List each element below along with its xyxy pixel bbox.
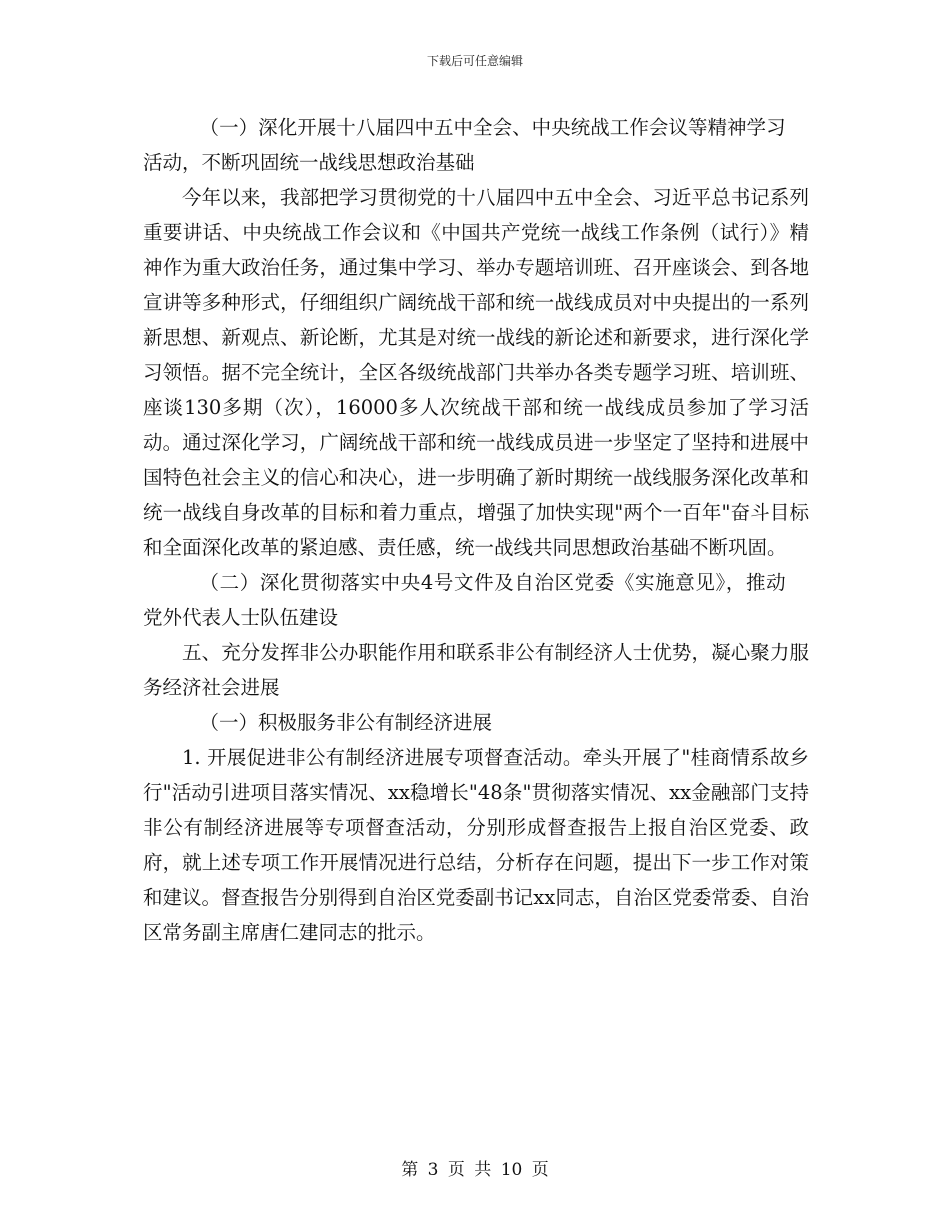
section-heading-1: （一）深化开展十八届四中五中全会、中央统战工作会议等精神学习活动，不断巩固统一战线思想政治基础	[143, 116, 786, 174]
body-paragraph-2: 1. 开展促进非公有制经济进展专项督查活动。牵头开展了"桂商情系故乡行"活动引进项目落实情况、xx稳增长"48条"贯彻落实情况、xx金融部门支持非公有制经济进展等专项督查活动，分别形成督查报告上报自治区党委、政府，就上述专项工作开展情况进行总结，分析存在问题，提出下一步工作对策和建议。督查报告分别得到自治区党委副书记xx同志，自治区党委常委、自治区常务副主席唐仁建同志的批示。	[143, 746, 809, 944]
document-body	[143, 110, 809, 950]
section-heading-2: （二）深化贯彻落实中央4号文件及自治区党委《实施意见》，推动党外代表人士队伍建设	[143, 571, 786, 629]
section-heading-4: （一）积极服务非公有制经济进展	[199, 711, 493, 734]
page-number-footer: 第 3 页 共 10 页	[401, 1160, 549, 1180]
section-heading-3: 五、充分发挥非公办职能作用和联系非公有制经济人士优势，凝心聚力服务经济社会进展	[143, 641, 809, 699]
body-paragraph-1: 今年以来，我部把学习贯彻党的十八届四中五中全会、习近平总书记系列重要讲话、中央统战工作会议和《中国共产党统一战线工作条例（试行）》精神作为重大政治任务，通过集中学习、举办专题培训班、召开座谈会、到各地宣讲等多种形式，仔细组织广阔统战干部和统一战线成员对中央提出的一系列新思想、新观点、新论断，尤其是对统一战线的新论述和新要求，进行深化学习领悟。据不完全统计，全区各级统战部门共举办各类专题学习班、培训班、座谈130多期（次），16000多人次统战干部和统一战线成员参加了学习活动。通过深化学习，广阔统战干部和统一战线成员进一步坚定了坚持和进展中国特色社会主义的信心和决心，进一步明确了新时期统一战线服务深化改革和统一战线自身改革的目标和着力重点，增强了加快实现"两个一百年"奋斗目标和全面深化改革的紧迫感、责任感，统一战线共同思想政治基础不断巩固。	[143, 186, 809, 559]
page-header: 下载后可任意编辑	[426, 54, 523, 68]
